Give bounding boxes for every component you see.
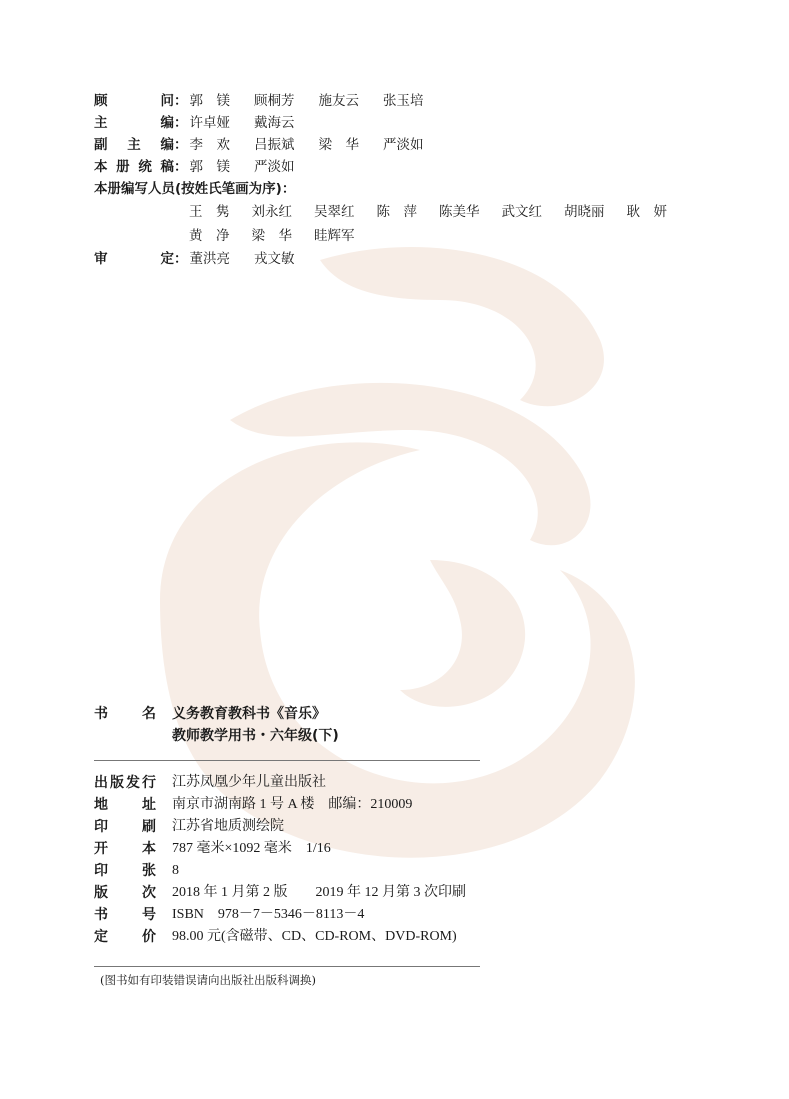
price-row: [94, 926, 466, 948]
format-value: 787 毫米×1092 毫米 1/16: [172, 841, 331, 856]
writers-label: 本册编写人员(按姓氏笔画为序): [94, 181, 282, 197]
title-row-2: [94, 725, 466, 747]
title-row: [94, 703, 466, 725]
address-row: [94, 794, 466, 816]
reviewers-label: 审 定: [94, 251, 174, 267]
isbn-row: [94, 904, 466, 926]
format-row: [94, 838, 466, 860]
reviewers-row: 审 定 ： 董洪亮 戎文敏: [94, 248, 689, 270]
format-label: 开 本: [94, 841, 156, 857]
chief-editors-names: 许卓娅 戴海云: [189, 115, 295, 131]
address-value: 南京市湖南路 1 号 A 楼 邮编：210009: [172, 797, 413, 812]
isbn-value: ISBN 978－7－5346－8113－4: [172, 907, 365, 922]
address-label: 地 址: [94, 797, 156, 813]
chief-editors-row: 主 编 ： 许卓娅 戴海云: [94, 112, 689, 134]
title-label: 书 名: [94, 706, 156, 722]
printer-row: [94, 816, 466, 838]
advisors-label: 顾 问: [94, 93, 174, 109]
sheets-label: 印 张: [94, 863, 156, 879]
volume-coordinators-row: 本 册 统 稿 ： 郭 镁 严淡如: [94, 156, 689, 178]
edition-label: 版 次: [94, 885, 156, 901]
sheets-row: [94, 860, 466, 882]
printer-value: 江苏省地质测绘院: [172, 819, 284, 834]
volume-coordinators-names: 郭 镁 严淡如: [189, 159, 295, 175]
publisher-label: 出 版 发 行: [94, 775, 156, 791]
isbn-label: 书 号: [94, 907, 156, 923]
sheets-value: 8: [172, 863, 179, 878]
writers-names-line2: 黄 净 梁 华 眭辉军: [189, 228, 355, 244]
book-title-line2: 教师教学用书・六年级(下): [172, 728, 339, 744]
writers-names-line1: 王 隽 刘永红 吴翠红 陈 萍 陈美华 武文红 胡晓丽 耿 妍: [189, 204, 667, 220]
deputy-editors-row: 副 主 编 ： 李 欢 吕振斌 梁 华 严淡如: [94, 134, 689, 156]
publisher-value: 江苏凤凰少年儿童出版社: [172, 775, 326, 790]
credits-block: [94, 90, 689, 270]
reviewers-names: 董洪亮 戎文敏: [189, 251, 295, 267]
price-value: 98.00 元(含磁带、CD、CD-ROM、DVD-ROM): [172, 929, 457, 944]
publisher-row: [94, 772, 466, 794]
writers-row: 本册编写人员(按姓氏笔画为序) ：: [94, 178, 689, 200]
deputy-editors-label: 副 主 编: [94, 137, 174, 153]
replacement-note: (图书如有印装错误请向出版社出版科调换): [100, 973, 316, 987]
chief-editors-label: 主 编: [94, 115, 174, 131]
deputy-editors-names: 李 欢 吕振斌 梁 华 严淡如: [189, 137, 424, 153]
book-title-line1: 义务教育教科书《音乐》: [172, 706, 326, 722]
edition-row: [94, 882, 466, 904]
printer-label: 印 刷: [94, 819, 156, 835]
divider-bottom: [94, 966, 480, 967]
advisors-names: 郭 镁 顾桐芳 施友云 张玉培: [189, 93, 424, 109]
volume-coordinators-label: 本 册 统 稿: [94, 159, 174, 175]
edition-value: 2018 年 1 月第 2 版 2019 年 12 月第 3 次印刷: [172, 885, 466, 900]
divider-top: [94, 760, 480, 761]
advisors-row: 顾 问 ： 郭 镁 顾桐芳 施友云 张玉培: [94, 90, 689, 112]
book-info: [94, 703, 466, 948]
price-label: 定 价: [94, 929, 156, 945]
